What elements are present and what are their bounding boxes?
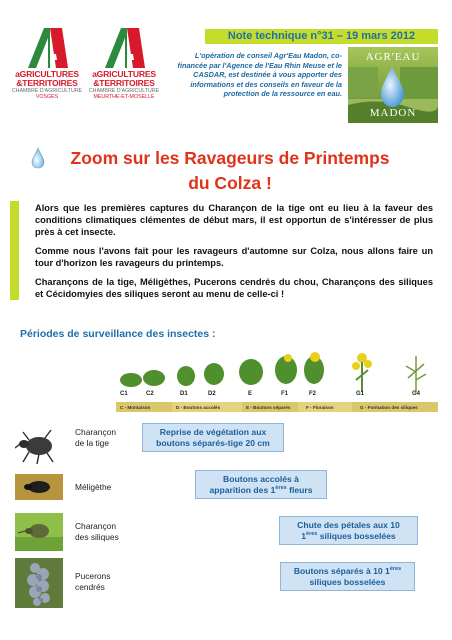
logo-line-4: MEURTHE-ET-MOSELLE [93, 93, 155, 100]
stage-label: C1 [120, 391, 128, 397]
logo-chambre-meurthe-et-moselle [87, 24, 161, 114]
insect-name-line: Charançon [75, 521, 116, 531]
period-superscript: ères [275, 484, 287, 491]
logo-line-2: &TERRITOIRES [93, 78, 155, 89]
note-title: Note technique n°31 – 19 mars 2012 [227, 30, 416, 42]
rapeseed-growth-stages [116, 350, 438, 414]
logo-line-3: CHAMBRE D'AGRICULTURE [88, 88, 160, 95]
period-superscript: ères [306, 530, 318, 537]
section-title: Périodes de surveillance des insectes : [20, 328, 216, 340]
period-line [284, 531, 413, 542]
seed-weevil-photo [15, 513, 63, 551]
insect-name-line: Pucerons [75, 571, 111, 581]
stage-label: F2 [309, 391, 317, 397]
logo-line-1: aGRICULTURES [15, 69, 79, 79]
period-box [142, 423, 284, 452]
stage-label: D2 [208, 391, 216, 397]
insect-label [75, 521, 119, 542]
stem-weevil-photo [15, 424, 63, 468]
insect-name-line: des siliques [75, 531, 119, 542]
phase-label: D - Boutons accolés [176, 405, 221, 410]
logo-chambre-vosges [10, 24, 84, 114]
phase-label: C - Montaison [120, 405, 151, 410]
phase-label: E - Boutons séparés [246, 405, 291, 410]
period-line [285, 566, 410, 577]
stage-label: G1 [356, 391, 365, 397]
period-superscript: ères [389, 566, 402, 572]
agr-eau-bottom-label: MADON [369, 107, 417, 119]
page-title-line-1: Zoom sur les Ravageurs de Printemps [70, 148, 390, 168]
insect-label [75, 482, 111, 493]
insect-label [75, 427, 116, 448]
body-paragraph-3: Charançons de la tige, Méligèthes, Pucerons cendrés du chou, Charançons des siliques et Cécidomyies des siliques seront au menu de celle-ci ! [35, 277, 433, 299]
stage-label: D1 [180, 391, 188, 397]
logo-line-3: CHAMBRE D'AGRICULTURE [11, 88, 83, 95]
period-line: boutons séparés-tige 20 cm [156, 437, 270, 448]
water-drop-icon [31, 147, 45, 169]
stage-label: C2 [146, 391, 154, 397]
body-paragraph-2: Comme nous l'avons fait pour les ravageurs d'automne sur Colza, nous allons faire un tour d'horizon les ravageurs du printemps. [35, 246, 433, 268]
agr-eau-top-label: AGR'EAU [365, 51, 421, 63]
logo-line-2: &TERRITOIRES [16, 78, 78, 89]
stage-label: F1 [281, 391, 289, 397]
period-text: 1 [301, 530, 307, 541]
stage-label: G4 [412, 391, 421, 397]
insect-name-line: de la tige [75, 437, 109, 448]
body-text [35, 202, 433, 307]
period-box [195, 470, 327, 499]
period-line: siliques bosselées [309, 576, 386, 587]
period-line [200, 485, 322, 496]
phase-label: G - Formation des siliques [360, 405, 418, 410]
aphid-colony-photo [15, 558, 63, 608]
stage-label: E [248, 391, 253, 397]
period-text: apparition des 1 [209, 484, 276, 495]
period-text: siliques bosselées [317, 530, 396, 541]
logo-line-1: aGRICULTURES [92, 69, 156, 79]
page-title-line-2: du Colza ! [188, 173, 272, 193]
body-paragraph-1: Alors que les premières captures du Charançon de la tige ont eu lieu à la faveur des conditions climatiques clémentes de début mars, il est opportun de s'intéresser de plus près à cet insecte. [35, 203, 433, 237]
logo-a-mark-icon [87, 24, 161, 70]
period-text: fleurs [286, 484, 313, 495]
pollen-beetle-photo [15, 474, 63, 500]
logo-line-4: VOSGES [35, 93, 59, 100]
period-line: Boutons accolés à [223, 474, 299, 484]
period-line: Reprise de végétation aux [159, 427, 267, 437]
logo-a-mark-icon [10, 24, 84, 70]
insect-name-line: cendrés [75, 581, 105, 592]
period-line: Chute des pétales aux 10 [297, 520, 400, 530]
agr-eau-madon-logo [348, 47, 438, 123]
insect-label [75, 571, 110, 592]
period-box [280, 562, 415, 591]
intro-text: L'opération de conseil Agr'Eau Madon, co-financée par l'Agence de l'Eau Rhin Meuse et le CASDAR, est destinée à vous apporter des informations et des conseils en faveur de la protection de la ressource en eau. [177, 51, 342, 99]
insect-name-line: Charançon [75, 427, 116, 437]
period-box [279, 516, 418, 545]
accent-side-bar [10, 201, 19, 300]
period-text: Boutons séparés à 10 1 [293, 566, 390, 576]
insect-name-line: Méligèthe [75, 482, 112, 492]
phase-label: F - Floraison [306, 405, 334, 410]
page-title [55, 146, 405, 196]
